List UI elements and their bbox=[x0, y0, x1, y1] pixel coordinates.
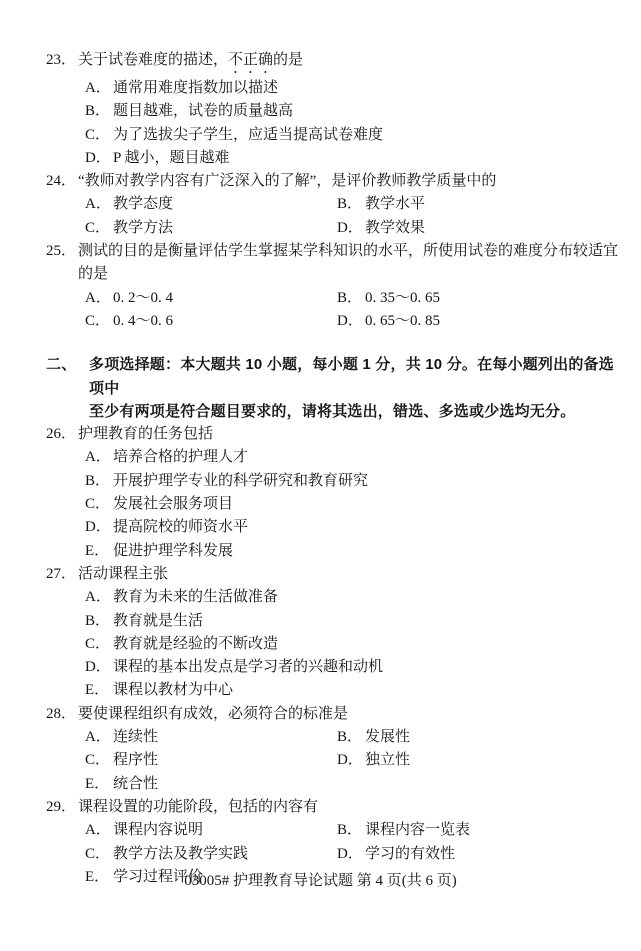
question-26 bbox=[46, 423, 624, 563]
option-text: 教学方法及教学实践 bbox=[113, 845, 249, 862]
section-instructions-line2: 至少有两项是符合题目要求的，请将其选出，错选、多选或少选均无分。 bbox=[89, 402, 576, 420]
option-e bbox=[85, 540, 624, 563]
question-number: 25． bbox=[46, 243, 77, 260]
option-b bbox=[337, 726, 624, 749]
option-label: D． bbox=[85, 149, 111, 166]
option-label: A． bbox=[85, 822, 111, 839]
option-text: 课程的基本出发点是学习者的兴趣和动机 bbox=[113, 659, 384, 676]
option-c bbox=[85, 843, 337, 866]
option-c bbox=[85, 217, 337, 240]
option-label: E． bbox=[85, 542, 110, 559]
option-text: 发展社会服务项目 bbox=[113, 496, 234, 513]
stem-emphasized: 不正确 bbox=[228, 52, 274, 68]
option-label: D． bbox=[85, 659, 111, 676]
page-content bbox=[46, 49, 624, 889]
option-d bbox=[337, 843, 624, 866]
option-b bbox=[337, 193, 624, 216]
question-text: “教师对教学内容有广泛深入的了解”，是评价教师教学质量中的 bbox=[78, 173, 497, 190]
question-number: 29． bbox=[46, 798, 77, 815]
option-label: B． bbox=[337, 729, 363, 746]
option-c bbox=[85, 749, 337, 772]
question-text: 要使课程组织有成效，必须符合的标准是 bbox=[78, 705, 349, 722]
option-a bbox=[85, 586, 624, 609]
option-a bbox=[85, 819, 337, 842]
question-number: 28． bbox=[46, 705, 77, 722]
option-text: 学习过程评价 bbox=[113, 868, 204, 885]
option-label: D． bbox=[337, 312, 363, 329]
option-text: 教学态度 bbox=[113, 196, 174, 213]
question-24 bbox=[46, 170, 624, 240]
question-27 bbox=[46, 563, 624, 703]
option-text: 开展护理学专业的科学研究和教育研究 bbox=[113, 472, 369, 489]
option-label: B． bbox=[85, 472, 111, 489]
question-24-stem bbox=[46, 170, 624, 193]
option-label: A． bbox=[85, 449, 111, 466]
option-c bbox=[85, 124, 624, 147]
option-b bbox=[85, 470, 624, 493]
question-28-options bbox=[46, 726, 624, 773]
question-23-stem bbox=[46, 49, 624, 77]
option-label: D． bbox=[85, 519, 111, 536]
option-label: D． bbox=[337, 845, 363, 862]
option-a bbox=[85, 287, 337, 310]
option-text: 促进护理学科发展 bbox=[113, 542, 234, 559]
question-25-options bbox=[46, 287, 624, 334]
option-b bbox=[85, 100, 624, 123]
option-label: C． bbox=[85, 312, 111, 329]
question-28 bbox=[46, 703, 624, 796]
option-c bbox=[85, 493, 624, 516]
section-2-header bbox=[46, 353, 624, 423]
question-28-stem bbox=[46, 703, 624, 726]
option-d bbox=[85, 147, 624, 170]
option-text: 通常用难度指数加以描述 bbox=[113, 80, 279, 96]
option-text: 教育就是生活 bbox=[113, 612, 204, 629]
option-text: 连续性 bbox=[113, 729, 159, 746]
section-instructions bbox=[89, 353, 624, 423]
option-a bbox=[85, 77, 624, 100]
question-number: 26． bbox=[46, 426, 77, 443]
question-29-stem bbox=[46, 796, 624, 819]
option-a bbox=[85, 726, 337, 749]
question-28-option-e-row bbox=[46, 773, 624, 796]
option-label: D． bbox=[337, 752, 363, 769]
option-a bbox=[85, 193, 337, 216]
question-number: 24． bbox=[46, 173, 77, 190]
option-label: E． bbox=[85, 682, 110, 699]
option-label: B． bbox=[337, 822, 363, 839]
option-d bbox=[337, 310, 624, 333]
question-24-options bbox=[46, 193, 624, 240]
option-text: 教育就是经验的不断改造 bbox=[113, 635, 279, 652]
option-text: 教学水平 bbox=[365, 196, 426, 213]
question-number: 23． bbox=[46, 52, 77, 68]
option-label: C． bbox=[85, 635, 111, 652]
question-27-stem bbox=[46, 563, 624, 586]
option-text: 课程内容一览表 bbox=[365, 822, 471, 839]
option-b bbox=[85, 610, 624, 633]
option-text: 0. 4～0. 6 bbox=[113, 312, 174, 329]
option-d bbox=[85, 516, 624, 539]
option-text: 题目越难，试卷的质量越高 bbox=[113, 103, 294, 120]
option-e bbox=[85, 679, 624, 702]
option-text: 为了选拔尖子学生，应适当提高试卷难度 bbox=[113, 126, 384, 143]
option-text: 统合性 bbox=[113, 775, 159, 792]
option-text: 学习的有效性 bbox=[365, 845, 456, 862]
option-text: 程序性 bbox=[113, 752, 159, 769]
option-label: C． bbox=[85, 126, 111, 143]
option-label: A． bbox=[85, 196, 111, 213]
option-label: A． bbox=[85, 729, 111, 746]
option-d bbox=[337, 217, 624, 240]
option-text: 提高院校的师资水平 bbox=[113, 519, 249, 536]
question-number: 27． bbox=[46, 565, 77, 582]
option-text: 独立性 bbox=[365, 752, 411, 769]
question-26-stem bbox=[46, 423, 624, 446]
option-label: A． bbox=[85, 80, 111, 96]
option-label: C． bbox=[85, 219, 111, 236]
section-label: 二、 bbox=[46, 356, 77, 374]
option-label: C． bbox=[85, 496, 111, 513]
page-footer: 03005# 护理教育导论试题 第 4 页(共 6 页) bbox=[184, 873, 457, 889]
question-25-stem bbox=[46, 240, 624, 263]
option-label: B． bbox=[337, 196, 363, 213]
stem-before: 关于试卷难度的描述， bbox=[78, 52, 229, 68]
question-25-stem-continued: 的是 bbox=[78, 266, 109, 283]
section-instructions-line1: 多项选择题：本大题共 10 小题，每小题 1 分，共 10 分。在每小题列出的备选项中 bbox=[89, 356, 614, 397]
option-label: B． bbox=[85, 103, 111, 120]
option-label: C． bbox=[85, 845, 111, 862]
option-text: 教学方法 bbox=[113, 219, 174, 236]
option-c bbox=[85, 310, 337, 333]
option-label: A． bbox=[85, 289, 111, 306]
option-text: 课程内容说明 bbox=[113, 822, 204, 839]
question-text bbox=[78, 49, 624, 77]
option-label: C． bbox=[85, 752, 111, 769]
question-text: 课程设置的功能阶段，包括的内容有 bbox=[78, 798, 319, 815]
option-b bbox=[337, 819, 624, 842]
option-d bbox=[337, 749, 624, 772]
option-text: 0. 2～0. 4 bbox=[113, 289, 174, 306]
option-a bbox=[85, 446, 624, 469]
question-29-options bbox=[46, 819, 624, 866]
option-text: 教学效果 bbox=[365, 219, 426, 236]
question-text: 活动课程主张 bbox=[78, 565, 169, 582]
option-label: B． bbox=[337, 289, 363, 306]
option-text: 教育为未来的生活做准备 bbox=[113, 589, 279, 606]
option-label: D． bbox=[337, 219, 363, 236]
option-text: 发展性 bbox=[365, 729, 411, 746]
option-b bbox=[337, 287, 624, 310]
option-text: 培养合格的护理人才 bbox=[113, 449, 249, 466]
option-c bbox=[85, 633, 624, 656]
option-label: A． bbox=[85, 589, 111, 606]
option-d bbox=[85, 656, 624, 679]
option-text: 课程以教材为中心 bbox=[113, 682, 234, 699]
question-25 bbox=[46, 240, 624, 333]
question-23 bbox=[46, 49, 624, 170]
option-text: 0. 65～0. 85 bbox=[365, 312, 441, 329]
question-23-options bbox=[46, 77, 624, 170]
option-label: E． bbox=[85, 775, 110, 792]
question-text: 护理教育的任务包括 bbox=[78, 426, 214, 443]
stem-after: 的是 bbox=[273, 52, 304, 68]
option-e bbox=[85, 773, 624, 796]
question-27-options bbox=[46, 586, 624, 702]
option-label: B． bbox=[85, 612, 111, 629]
option-text: P 越小，题目越难 bbox=[113, 149, 230, 166]
option-text: 0. 35～0. 65 bbox=[365, 289, 441, 306]
option-label: E． bbox=[85, 868, 110, 885]
question-26-options bbox=[46, 446, 624, 562]
question-text: 测试的目的是衡量评估学生掌握某学科知识的水平，所使用试卷的难度分布较适宜 bbox=[78, 243, 619, 260]
